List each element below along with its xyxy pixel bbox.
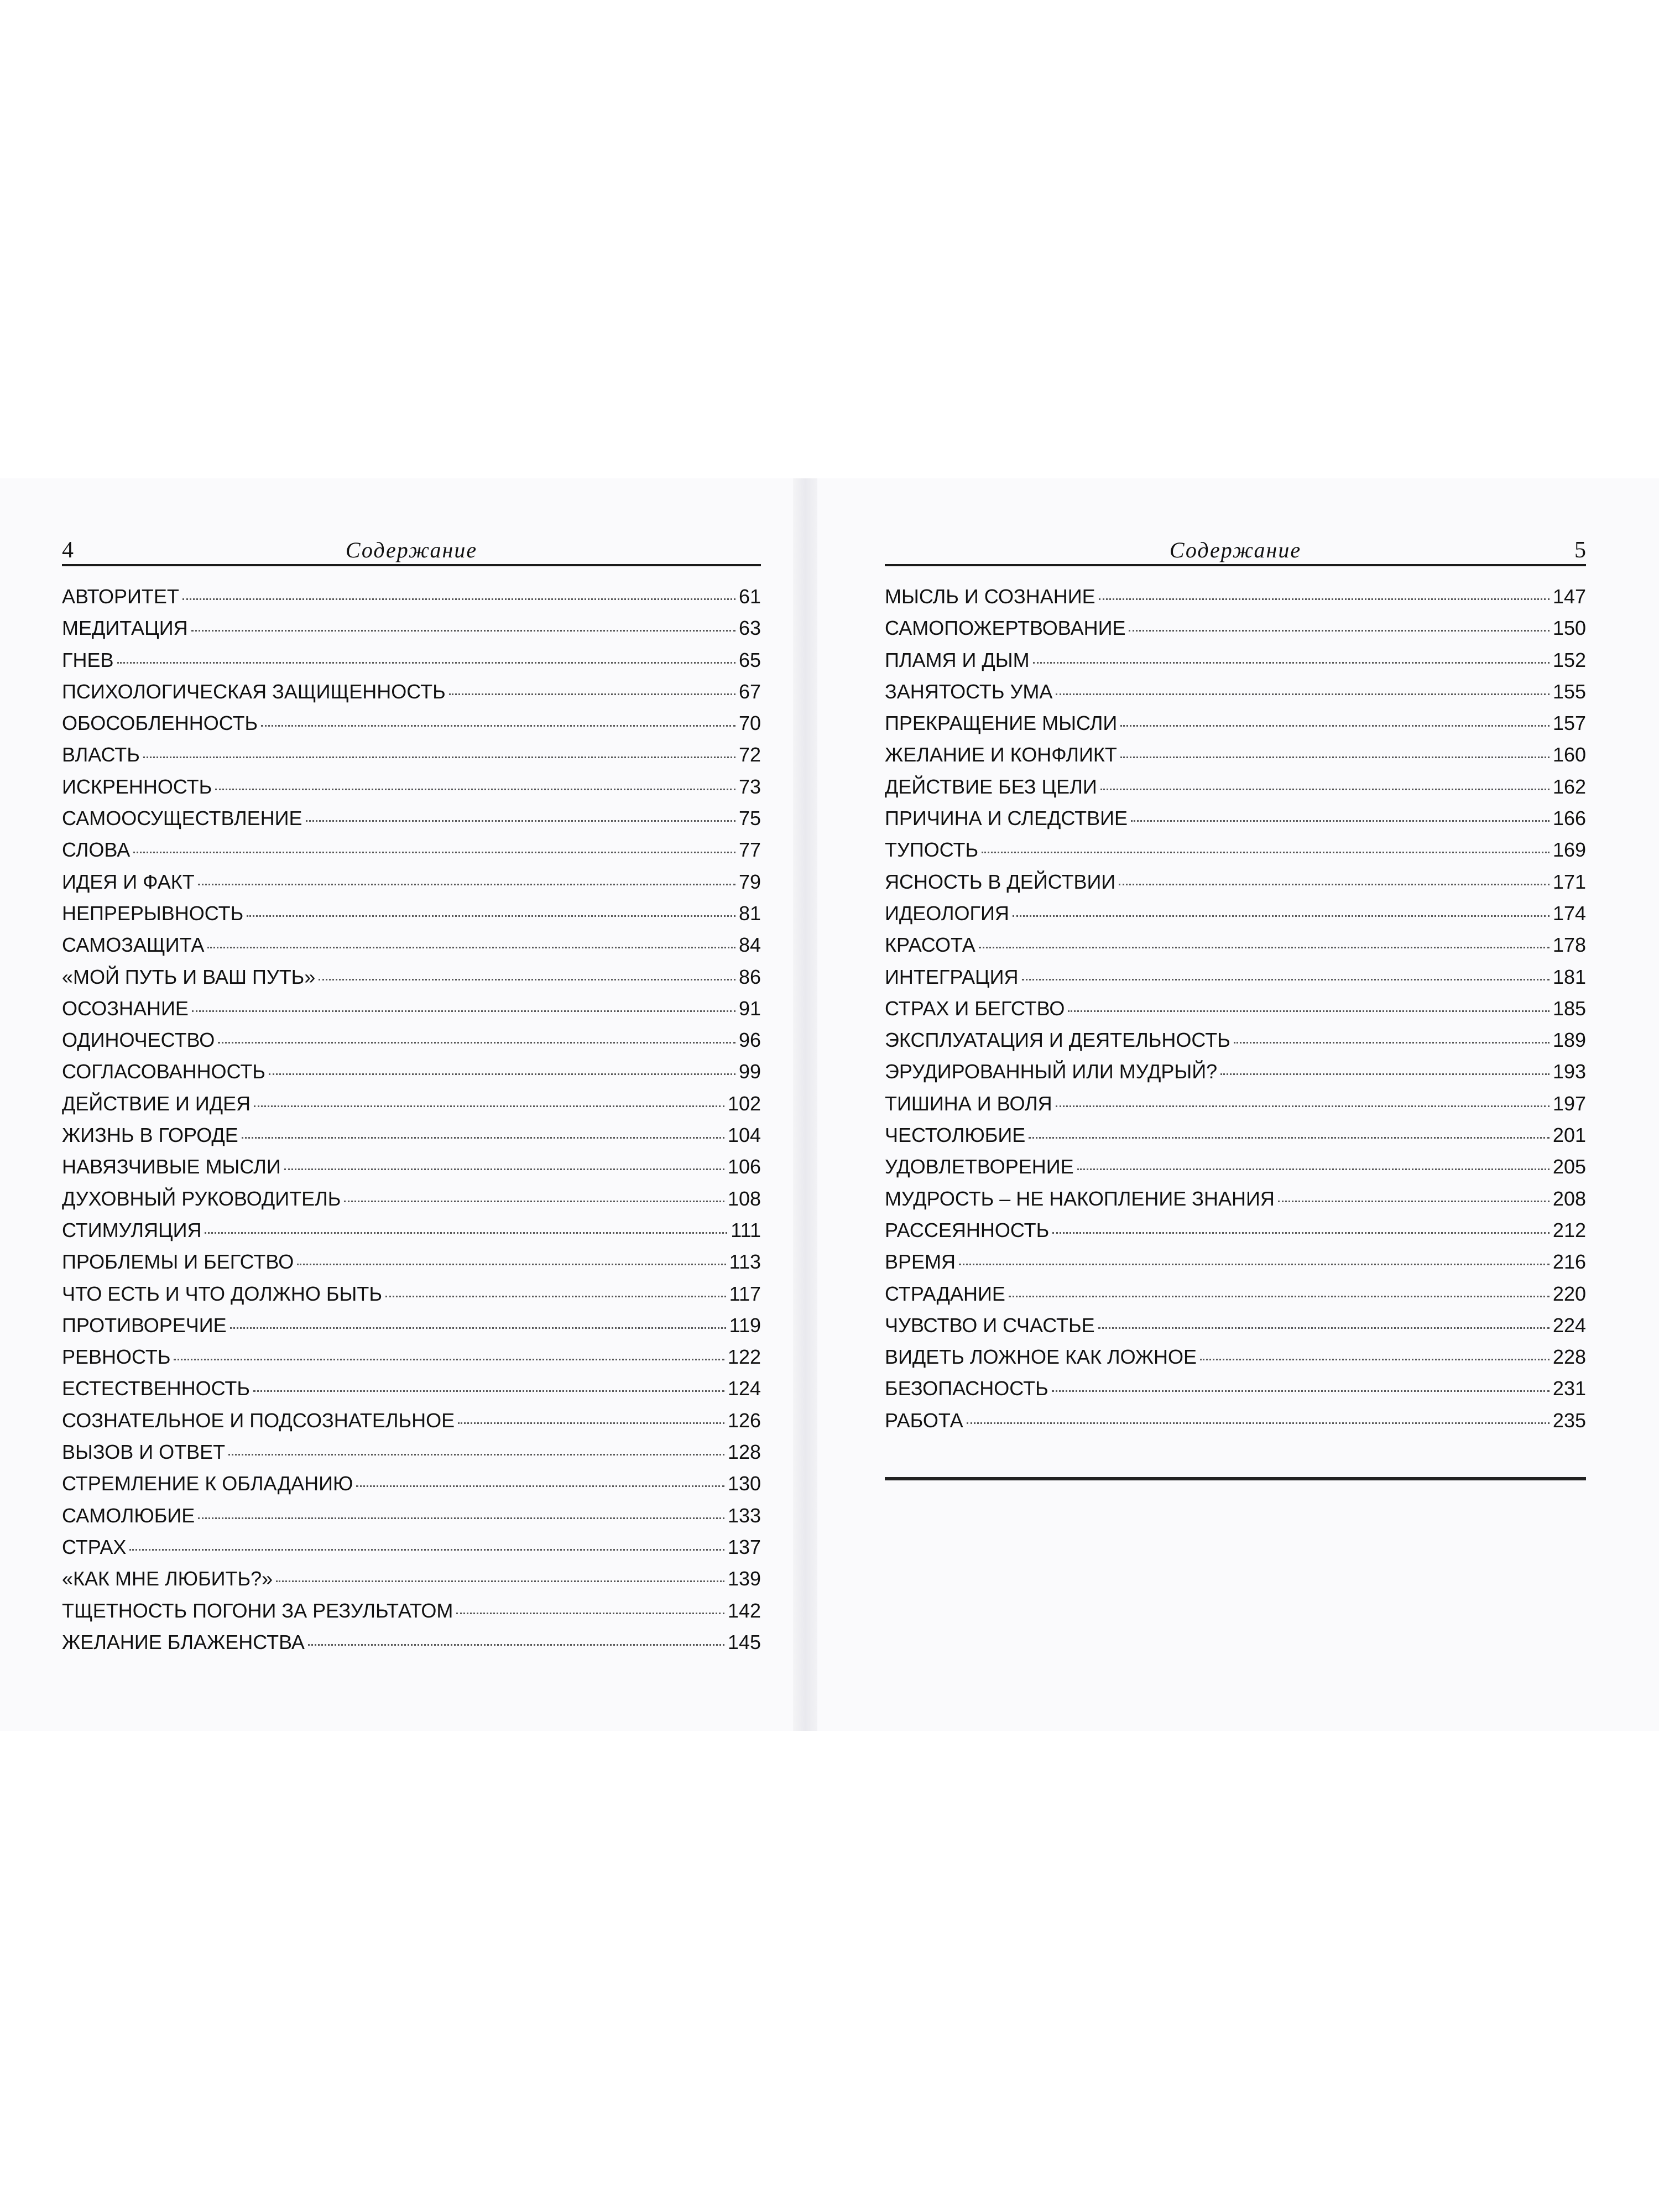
entry-page-number: 216 [1552,1250,1586,1274]
entry-title: ИСКРЕННОСТЬ [62,775,212,798]
toc-entry [62,1024,761,1056]
running-head [62,536,761,566]
entry-title: ТЩЕТНОСТЬ ПОГОНИ ЗА РЕЗУЛЬТАТОМ [62,1599,453,1622]
entry-title: ЖЕЛАНИЕ И КОНФЛИКТ [885,743,1117,766]
entry-title: ЧТО ЕСТЬ И ЧТО ДОЛЖНО БЫТЬ [62,1282,383,1305]
toc-entry [885,961,1586,993]
dot-leader [182,598,735,600]
table-of-contents [62,581,761,1658]
toc-entry [885,1246,1586,1277]
toc-entry [62,1405,761,1436]
entry-page-number: 235 [1552,1408,1586,1432]
dot-leader [191,630,735,632]
entry-page-number: 169 [1552,838,1586,862]
entry-title: РЕВНОСТЬ [62,1345,171,1369]
toc-entry [62,1563,761,1594]
entry-page-number: 193 [1552,1060,1586,1083]
entry-page-number: 150 [1552,617,1586,640]
entry-title: ЕСТЕСТВЕННОСТЬ [62,1377,251,1400]
dot-leader [308,1644,724,1646]
dot-leader [1129,630,1549,632]
dot-leader [215,789,735,790]
entry-title: ИДЕОЛОГИЯ [885,901,1009,925]
dot-leader [458,1422,724,1424]
dot-leader [1131,820,1550,822]
entry-page-number: 137 [727,1535,761,1558]
dot-leader [297,1264,726,1265]
entry-page-number: 185 [1552,997,1586,1020]
entry-title: ПРОТИВОРЕЧИЕ [62,1313,227,1337]
toc-entry [62,1626,761,1658]
dot-leader [276,1580,724,1582]
entry-page-number: 160 [1552,743,1586,766]
entry-title: ИНТЕГРАЦИЯ [885,965,1019,988]
toc-entry [885,1151,1586,1182]
entry-title: САМООСУЩЕСТВЛЕНИЕ [62,807,302,830]
toc-entry [885,898,1586,929]
toc-entry [885,612,1586,644]
entry-title: ОДИНОЧЕСТВО [62,1029,215,1052]
dot-leader [192,1010,735,1012]
toc-entry [885,1088,1586,1119]
entry-title: «МОЙ ПУТЬ И ВАШ ПУТЬ» [62,965,316,988]
dot-leader [230,1327,726,1329]
entry-page-number: 102 [727,1092,761,1115]
toc-entry [885,1405,1586,1436]
entry-page-number: 145 [727,1630,761,1653]
entry-page-number: 201 [1552,1124,1586,1147]
entry-page-number: 139 [727,1567,761,1590]
dot-leader [1098,1327,1550,1329]
toc-entry [885,676,1586,707]
entry-title: ВРЕМЯ [885,1250,956,1274]
entry-title: ОБОСОБЛЕННОСТЬ [62,712,258,735]
toc-entry [885,1214,1586,1246]
entry-title: ГНЕВ [62,648,114,671]
entry-page-number: 104 [727,1124,761,1147]
entry-title: СТРЕМЛЕНИЕ К ОБЛАДАНИЮ [62,1472,353,1495]
entry-page-number: 113 [729,1250,761,1274]
entry-title: ПЛАМЯ И ДЫМ [885,648,1030,671]
entry-page-number: 91 [738,997,761,1020]
entry-title: СОЗНАТЕЛЬНОЕ И ПОДСОЗНАТЕЛЬНОЕ [62,1408,455,1432]
dot-leader [1056,693,1550,695]
entry-page-number: 231 [1552,1377,1586,1400]
toc-entry [885,1024,1586,1056]
dot-leader [1029,1137,1550,1139]
toc-entry [62,929,761,961]
toc-entry [885,1056,1586,1087]
toc-entry [62,961,761,993]
toc-entry [62,1278,761,1310]
entry-page-number: 166 [1552,807,1586,830]
toc-entry [62,1341,761,1373]
entry-title: БЕЗОПАСНОСТЬ [885,1377,1048,1400]
dot-leader [247,915,735,917]
toc-entry [62,612,761,644]
toc-entry [62,1246,761,1277]
dot-leader [1234,1042,1550,1044]
entry-title: САМОЗАЩИТА [62,933,205,957]
entry-page-number: 157 [1552,712,1586,735]
entry-title: ПРИЧИНА И СЛЕДСТВИЕ [885,807,1128,830]
entry-page-number: 86 [738,965,761,988]
entry-title: ВЛАСТЬ [62,743,140,766]
entry-title: ЧЕСТОЛЮБИЕ [885,1124,1026,1147]
dot-leader [1033,662,1550,664]
dot-leader [1077,1168,1550,1170]
entry-page-number: 189 [1552,1029,1586,1052]
entry-title: МЕДИТАЦИЯ [62,617,188,640]
dot-leader [254,1105,724,1107]
entry-title: АВТОРИТЕТ [62,585,179,608]
dot-leader [356,1485,724,1487]
dot-leader [1220,1073,1550,1075]
dot-leader [269,1073,735,1075]
dot-leader [198,884,735,885]
entry-title: ПСИХОЛОГИЧЕСКАЯ ЗАЩИЩЕННОСТЬ [62,680,446,703]
book-gutter [793,478,817,1731]
entry-page-number: 224 [1552,1313,1586,1337]
toc-entry [62,1183,761,1214]
toc-entry [62,1373,761,1404]
entry-title: ТУПОСТЬ [885,838,979,862]
entry-title: СЛОВА [62,838,131,862]
entry-title: ТИШИНА И ВОЛЯ [885,1092,1052,1115]
entry-page-number: 205 [1552,1155,1586,1178]
entry-title: ОСОЗНАНИЕ [62,997,189,1020]
entry-title: ПРОБЛЕМЫ И БЕГСТВО [62,1250,294,1274]
entry-page-number: 65 [738,648,761,671]
dot-leader [1052,1232,1550,1234]
dot-leader [129,1549,724,1551]
dot-leader [1009,1296,1550,1297]
toc-entry [885,866,1586,898]
dot-leader [385,1296,726,1297]
toc-entry [885,739,1586,770]
entry-title: РАБОТА [885,1408,963,1432]
entry-title: ЗАНЯТОСТЬ УМА [885,680,1053,703]
entry-title: ЭРУДИРОВАННЫЙ ИЛИ МУДРЫЙ? [885,1060,1218,1083]
entry-title: СТИМУЛЯЦИЯ [62,1218,202,1241]
entry-page-number: 99 [738,1060,761,1083]
dot-leader [1200,1359,1550,1360]
entry-title: СТРАДАНИЕ [885,1282,1005,1305]
entry-title: ДЕЙСТВИЕ БЕЗ ЦЕЛИ [885,775,1097,798]
entry-title: КРАСОТА [885,933,975,957]
toc-entry [62,993,761,1024]
toc-entry [885,581,1586,612]
toc-entry [885,993,1586,1024]
entry-page-number: 228 [1552,1345,1586,1369]
toc-entry [62,1119,761,1151]
toc-entry [62,1595,761,1626]
entry-page-number: 79 [738,870,761,893]
entry-page-number: 119 [729,1313,761,1337]
dot-leader [1099,598,1550,600]
dot-leader [1056,1105,1550,1107]
entry-title: САМОПОЖЕРТВОВАНИЕ [885,617,1126,640]
entry-title: ЖЕЛАНИЕ БЛАЖЕНСТВА [62,1630,305,1653]
dot-leader [198,1517,724,1519]
toc-entry [885,1119,1586,1151]
entry-page-number: 197 [1552,1092,1586,1115]
running-head-title: Содержание [1169,538,1302,562]
dot-leader [1120,757,1550,758]
entry-page-number: 72 [738,743,761,766]
dot-leader [967,1422,1550,1424]
entry-page-number: 73 [738,775,761,798]
entry-page-number: 124 [727,1377,761,1400]
dot-leader [979,947,1550,948]
entry-title: НЕПРЕРЫВНОСТЬ [62,901,244,925]
entry-title: МУДРОСТЬ – НЕ НАКОПЛЕНИЕ ЗНАНИЯ [885,1187,1275,1210]
toc-entry [62,1468,761,1499]
entry-title: МЫСЛЬ И СОЗНАНИЕ [885,585,1095,608]
left-page [0,478,793,1731]
entry-page-number: 128 [727,1441,761,1464]
toc-entry [62,898,761,929]
dot-leader [319,979,735,980]
toc-entry [885,1183,1586,1214]
toc-entry [62,866,761,898]
toc-entry [62,1088,761,1119]
entry-page-number: 178 [1552,933,1586,957]
entry-page-number: 208 [1552,1187,1586,1210]
entry-title: ВИДЕТЬ ЛОЖНОЕ КАК ЛОЖНОЕ [885,1345,1197,1369]
toc-entry [62,1151,761,1182]
entry-page-number: 220 [1552,1282,1586,1305]
entry-page-number: 111 [731,1218,761,1241]
entry-page-number: 67 [738,680,761,703]
toc-entry [885,644,1586,676]
dot-leader [1022,979,1550,980]
entry-title: СТРАХ И БЕГСТВО [885,997,1065,1020]
dot-leader [1013,915,1550,917]
entry-title: ИДЕЯ И ФАКТ [62,870,195,893]
end-rule [885,1477,1586,1480]
dot-leader [982,852,1550,853]
entry-title: УДОВЛЕТВОРЕНИЕ [885,1155,1074,1178]
toc-entry [62,802,761,834]
entry-page-number: 106 [727,1155,761,1178]
entry-page-number: 130 [727,1472,761,1495]
dot-leader [143,757,735,758]
table-of-contents [885,581,1586,1436]
toc-entry [62,1214,761,1246]
entry-title: «КАК МНЕ ЛЮБИТЬ?» [62,1567,273,1590]
entry-page-number: 77 [738,838,761,862]
entry-title: ЯСНОСТЬ В ДЕЙСТВИИ [885,870,1116,893]
entry-page-number: 212 [1552,1218,1586,1241]
toc-entry [62,739,761,770]
toc-entry [62,1056,761,1087]
toc-entry [885,771,1586,802]
dot-leader [959,1264,1550,1265]
entry-page-number: 152 [1552,648,1586,671]
entry-title: ЭКСПЛУАТАЦИЯ И ДЕЯТЕЛЬНОСТЬ [885,1029,1230,1052]
dot-leader [253,1390,724,1392]
toc-entry [885,802,1586,834]
entry-page-number: 84 [738,933,761,957]
entry-title: РАССЕЯННОСТЬ [885,1218,1050,1241]
entry-page-number: 61 [738,585,761,608]
toc-entry [62,834,761,865]
book-spread [0,478,1659,1731]
toc-entry [885,929,1586,961]
entry-title: НАВЯЗЧИВЫЕ МЫСЛИ [62,1155,281,1178]
entry-page-number: 133 [727,1504,761,1527]
dot-leader [261,725,735,727]
dot-leader [1120,725,1550,727]
entry-title: ЖИЗНЬ В ГОРОДЕ [62,1124,238,1147]
entry-page-number: 96 [738,1029,761,1052]
toc-entry [885,707,1586,739]
dot-leader [1068,1010,1549,1012]
dot-leader [205,1232,727,1234]
entry-title: САМОЛЮБИЕ [62,1504,195,1527]
entry-title: СТРАХ [62,1535,127,1558]
entry-page-number: 162 [1552,775,1586,798]
toc-entry [885,1310,1586,1341]
toc-entry [62,581,761,612]
entry-page-number: 117 [729,1282,761,1305]
toc-entry [62,1436,761,1468]
toc-entry [885,1278,1586,1310]
dot-leader [1119,884,1550,885]
entry-page-number: 181 [1552,965,1586,988]
entry-title: ДЕЙСТВИЕ И ИДЕЯ [62,1092,251,1115]
entry-title: ДУХОВНЫЙ РУКОВОДИТЕЛЬ [62,1187,341,1210]
entry-page-number: 108 [727,1187,761,1210]
page-number: 4 [62,538,74,563]
dot-leader [344,1201,724,1202]
right-page [817,478,1659,1731]
entry-title: ПРЕКРАЩЕНИЕ МЫСЛИ [885,712,1118,735]
dot-leader [306,820,735,822]
dot-leader [1100,789,1550,790]
dot-leader [207,947,735,948]
entry-title: ВЫЗОВ И ОТВЕТ [62,1441,226,1464]
entry-page-number: 174 [1552,901,1586,925]
toc-entry [62,1531,761,1563]
dot-leader [1052,1390,1550,1392]
entry-page-number: 63 [738,617,761,640]
toc-entry [62,644,761,676]
running-head-title: Содержание [345,538,478,562]
dot-leader [284,1168,724,1170]
toc-entry [62,771,761,802]
entry-title: СОГЛАСОВАННОСТЬ [62,1060,265,1083]
entry-page-number: 70 [738,712,761,735]
toc-entry [62,676,761,707]
toc-entry [885,1341,1586,1373]
entry-page-number: 75 [738,807,761,830]
dot-leader [174,1359,724,1360]
toc-entry [885,1373,1586,1404]
entry-page-number: 155 [1552,680,1586,703]
entry-page-number: 81 [738,901,761,925]
dot-leader [117,662,735,664]
toc-entry [885,834,1586,865]
running-head [885,536,1586,566]
entry-title: ЧУВСТВО И СЧАСТЬЕ [885,1313,1095,1337]
entry-page-number: 122 [727,1345,761,1369]
dot-leader [449,693,735,695]
toc-entry [62,707,761,739]
dot-leader [242,1137,724,1139]
toc-entry [62,1310,761,1341]
dot-leader [133,852,735,853]
toc-entry [62,1500,761,1531]
entry-page-number: 147 [1552,585,1586,608]
entry-page-number: 171 [1552,870,1586,893]
entry-page-number: 126 [727,1408,761,1432]
dot-leader [1278,1201,1550,1202]
entry-page-number: 142 [727,1599,761,1622]
dot-leader [218,1042,735,1044]
dot-leader [456,1613,724,1614]
dot-leader [228,1454,724,1455]
page-number: 5 [1574,538,1586,563]
